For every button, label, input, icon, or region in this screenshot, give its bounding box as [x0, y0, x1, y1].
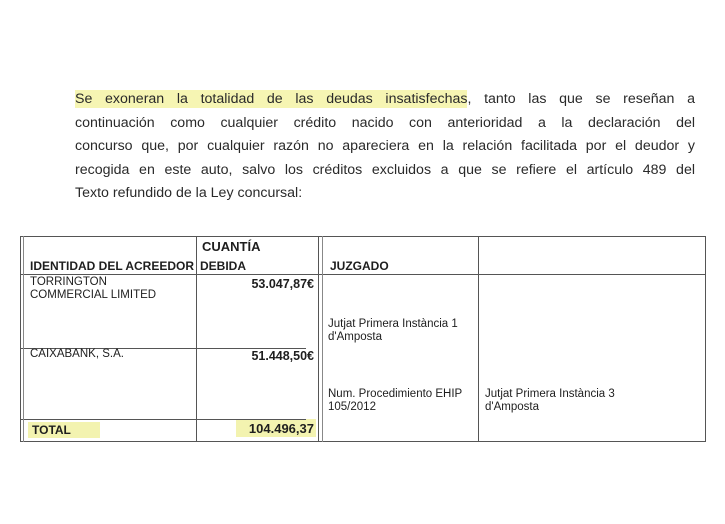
col-divider-2-inner: [322, 236, 323, 442]
row-2-amount: 51.448,50€: [251, 349, 314, 363]
row-2-court: Jutjat Primera Instància 3 d'Amposta: [485, 388, 615, 413]
row-1-court: Jutjat Primera Instància 1 d'Amposta: [328, 318, 458, 343]
row-1-amount: 53.047,87€: [251, 277, 314, 291]
table-left-border: [20, 236, 21, 442]
total-amount: 104.496,37: [248, 421, 314, 436]
table-top-border: [20, 236, 706, 237]
table-left-inner-border: [23, 236, 24, 442]
row-1-creditor: TORRINGTON COMMERCIAL LIMITED: [30, 276, 157, 301]
header-court: JUZGADO: [330, 259, 389, 273]
paragraph-line-1: [75, 88, 695, 112]
table-right-border: [705, 236, 706, 442]
creditors-table: [20, 236, 706, 442]
row-2-procedure: Num. Procedimiento EHIP 105/2012: [328, 388, 463, 413]
paragraph-line-4: recogida en este auto, salvo los créditos excluidos a que se refiere el artículo 489 del: [75, 161, 695, 178]
header-amount-line1: CUANTÍA: [202, 239, 261, 254]
table-bottom-border: [20, 441, 706, 442]
col-divider-1: [196, 236, 197, 442]
col-divider-3: [478, 236, 479, 442]
total-label: TOTAL: [32, 423, 71, 437]
row-2-creditor: CAIXABANK, S.A.: [30, 348, 124, 360]
paragraph-line-3: concurso que, por cualquier razón no apareciera en la relación facilitada por el deudor y: [75, 138, 695, 154]
paragraph-line-1-rest: , tanto las que se reseñan a: [467, 91, 695, 107]
col-divider-2: [318, 236, 319, 442]
header-creditor: IDENTIDAD DEL ACREEDOR: [30, 259, 195, 273]
highlighted-phrase: Se exoneran la totalidad de las deudas insatisfechas: [75, 91, 468, 107]
total-top-border: [20, 419, 306, 420]
paragraph-line-5: Texto refundido de la Ley concursal:: [75, 185, 303, 201]
header-amount-line2: DEBIDA: [200, 259, 247, 273]
header-bottom-border: [20, 274, 706, 275]
paragraph-line-2: continuación como cualquier crédito nacido con anterioridad a la declaración del: [75, 114, 695, 131]
exoneration-paragraph: [75, 88, 695, 206]
